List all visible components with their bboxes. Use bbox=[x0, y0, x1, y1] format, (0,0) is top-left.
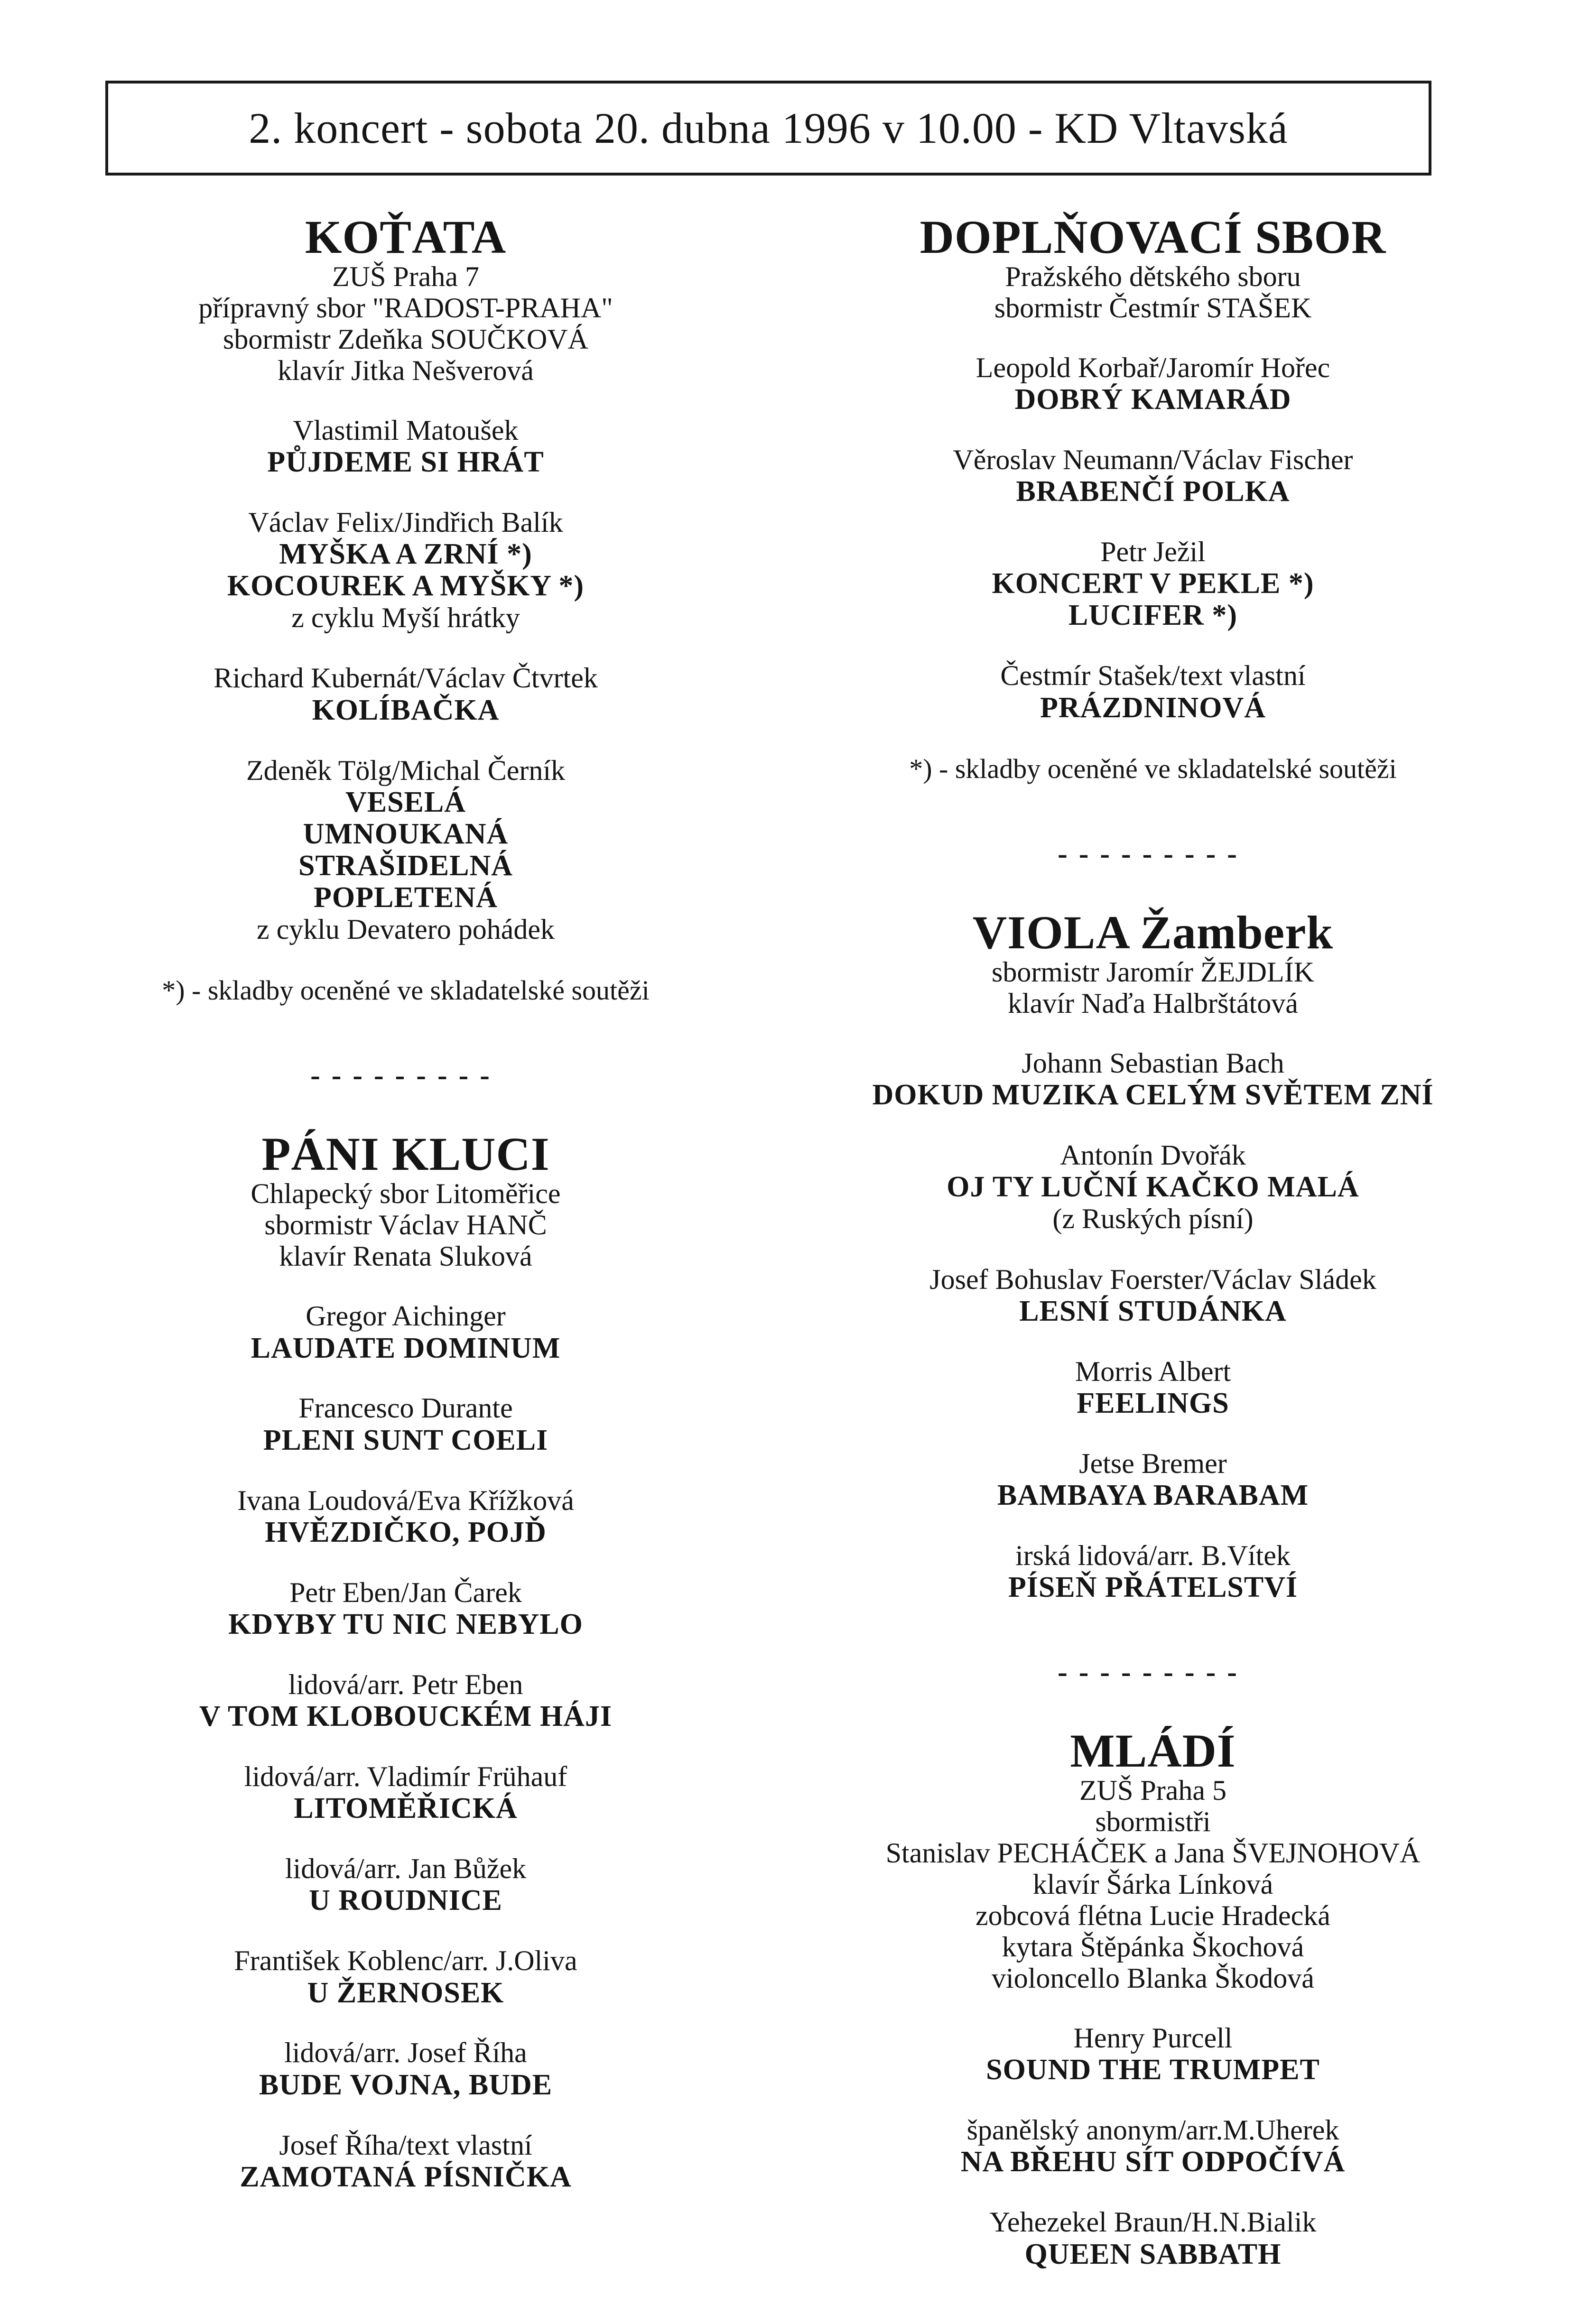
right-column bbox=[802, 213, 1504, 2270]
composer: španělský anonym/arr.M.Uherek bbox=[966, 2114, 1339, 2146]
ensemble-pani-kluci bbox=[199, 1130, 612, 2193]
piece-title: DOKUD MUZIKA CELÝM SVĚTEM ZNÍ bbox=[872, 1079, 1434, 1111]
ensemble-info: sbormistr Zdeňka SOUČKOVÁ bbox=[223, 324, 588, 355]
composer: lidová/arr. Vladimír Frühauf bbox=[244, 1761, 567, 1793]
program-item bbox=[267, 415, 544, 478]
ensemble-name: KOŤATA bbox=[305, 211, 507, 263]
program-item bbox=[997, 1448, 1309, 1511]
composer: Petr Eben/Jan Čarek bbox=[289, 1576, 522, 1608]
concert-header-box bbox=[105, 81, 1431, 176]
ensemble-info: klavír Naďa Halbrštátová bbox=[1008, 988, 1298, 1019]
program-item bbox=[251, 1300, 561, 1364]
program-item bbox=[214, 662, 598, 726]
ensemble-doplnovaci-sbor bbox=[909, 213, 1397, 785]
left-column bbox=[66, 213, 745, 2193]
ensemble-viola bbox=[872, 906, 1434, 1604]
section-separator: --------- bbox=[310, 1059, 501, 1092]
composer: Zdeněk Tölg/Michal Černík bbox=[246, 754, 566, 786]
piece-title: PÍSEŇ PŘÁTELSTVÍ bbox=[1008, 1571, 1298, 1604]
ensemble-info: violoncello Blanka Škodová bbox=[992, 1963, 1314, 1994]
composer: Henry Purcell bbox=[1073, 2022, 1233, 2054]
piece-title: DOBRÝ KAMARÁD bbox=[1014, 383, 1291, 416]
ensemble-info: přípravný sbor "RADOST-PRAHA" bbox=[198, 292, 613, 324]
piece-title: LAUDATE DOMINUM bbox=[251, 1332, 561, 1364]
piece-title: KONCERT V PEKLE *) bbox=[992, 567, 1314, 600]
program-item bbox=[986, 2022, 1320, 2086]
program-item bbox=[961, 2114, 1346, 2178]
composer: lidová/arr. Petr Eben bbox=[288, 1668, 523, 1700]
composer: lidová/arr. Josef Říha bbox=[284, 2037, 527, 2069]
program-item bbox=[953, 444, 1353, 508]
program-item bbox=[227, 507, 584, 634]
piece-title: U ROUDNICE bbox=[309, 1884, 502, 1917]
ensemble-info: ZUŠ Praha 5 bbox=[1079, 1775, 1226, 1806]
ensemble-info: klavír Šárka Línková bbox=[1032, 1869, 1273, 1900]
piece-title: POPLETENÁ bbox=[314, 881, 498, 914]
ensemble-name: PÁNI KLUCI bbox=[261, 1128, 550, 1181]
composer: Petr Ježil bbox=[1100, 536, 1206, 568]
piece-title: VESELÁ bbox=[345, 786, 466, 818]
program-item bbox=[246, 755, 565, 945]
piece-title: STRAŠIDELNÁ bbox=[298, 849, 513, 882]
section-separator: --------- bbox=[1058, 1656, 1248, 1689]
composer: Richard Kubernát/Václav Čtvrtek bbox=[214, 662, 598, 694]
piece-title: BUDE VOJNA, BUDE bbox=[259, 2068, 553, 2101]
piece-title: KOLÍBAČKA bbox=[312, 694, 500, 726]
piece-title: SOUND THE TRUMPET bbox=[986, 2054, 1320, 2086]
piece-title: BRABENČÍ POLKA bbox=[1016, 475, 1290, 508]
piece-note: z cyklu Devatero pohádek bbox=[256, 913, 555, 945]
piece-title: MYŠKA A ZRNÍ *) bbox=[279, 538, 532, 571]
composer: Věroslav Neumann/Václav Fischer bbox=[953, 444, 1353, 476]
ensemble-info: sbormistr Václav HANČ bbox=[264, 1209, 547, 1241]
ensemble-info: klavír Renata Sluková bbox=[279, 1241, 532, 1272]
ensemble-info: sbormistr Čestmír STAŠEK bbox=[994, 292, 1312, 324]
program-item bbox=[1075, 1356, 1231, 1419]
program-item bbox=[992, 536, 1314, 631]
ensemble-name: VIOLA Žamberk bbox=[972, 906, 1334, 959]
ensemble-info: sbormistři bbox=[1095, 1806, 1211, 1838]
footnote: *) - skladby oceněné ve skladatelské soutěži bbox=[909, 753, 1397, 784]
program-item bbox=[285, 1853, 526, 1917]
piece-title: HVĚZDIČKO, POJĎ bbox=[265, 1516, 547, 1548]
composer: Yehezekel Braun/H.N.Bialik bbox=[989, 2206, 1317, 2238]
program-item bbox=[199, 1669, 612, 1732]
program-item bbox=[244, 1761, 567, 1824]
piece-title: V TOM KLOBOUCKÉM HÁJI bbox=[199, 1700, 613, 1733]
program-item bbox=[259, 2037, 552, 2101]
program-item bbox=[873, 1047, 1434, 1111]
composer: Ivana Loudová/Eva Křížková bbox=[237, 1484, 574, 1516]
composer: irská lidová/arr. B.Vítek bbox=[1015, 1540, 1291, 1571]
composer: Josef Říha/text vlastní bbox=[279, 2129, 532, 2161]
program-item bbox=[976, 352, 1330, 416]
piece-title: OJ TY LUČNÍ KAČKO MALÁ bbox=[947, 1171, 1359, 1204]
composer: Francesco Durante bbox=[298, 1392, 513, 1424]
composer: Josef Bohuslav Foerster/Václav Sládek bbox=[929, 1263, 1376, 1295]
composer: Johann Sebastian Bach bbox=[1022, 1047, 1284, 1079]
piece-title: UMNOUKANÁ bbox=[303, 817, 509, 850]
piece-title: PŮJDEME SI HRÁT bbox=[267, 446, 544, 479]
ensemble-name: DOPLŇOVACÍ SBOR bbox=[920, 211, 1386, 263]
piece-title: LUCIFER *) bbox=[1068, 599, 1238, 632]
program-item bbox=[240, 2130, 572, 2193]
piece-title: QUEEN SABBATH bbox=[1024, 2238, 1282, 2270]
program-item bbox=[1008, 1540, 1298, 1603]
concert-header-title: 2. koncert - sobota 20. dubna 1996 v 10.00 - KD Vltavská bbox=[249, 104, 1288, 152]
section-separator: --------- bbox=[1058, 838, 1248, 870]
composer: Jetse Bremer bbox=[1079, 1447, 1227, 1479]
ensemble-name: MLÁDÍ bbox=[1070, 1724, 1236, 1778]
piece-title: LITOMĚŘICKÁ bbox=[294, 1792, 518, 1825]
program-item bbox=[237, 1485, 574, 1548]
composer: lidová/arr. Jan Bůžek bbox=[285, 1853, 527, 1885]
piece-title: ZAMOTANÁ PÍSNIČKA bbox=[240, 2160, 572, 2193]
piece-title: PLENI SUNT COELI bbox=[263, 1424, 548, 1456]
program-item bbox=[929, 1264, 1376, 1327]
program-item bbox=[228, 1577, 583, 1640]
program-item bbox=[990, 2206, 1317, 2270]
ensemble-info: Pražského dětského sboru bbox=[1005, 261, 1301, 292]
program-item bbox=[234, 1945, 577, 2009]
ensemble-info: klavír Jitka Nešverová bbox=[278, 355, 534, 386]
program-item bbox=[1000, 660, 1305, 723]
footnote: *) - skladby oceněné ve skladatelské soutěži bbox=[162, 974, 650, 1006]
piece-note: z cyklu Myší hrátky bbox=[291, 602, 520, 634]
piece-title: KOCOUREK A MYŠKY *) bbox=[227, 570, 585, 602]
ensemble-info: zobcová flétna Lucie Hradecká bbox=[975, 1900, 1330, 1932]
ensemble-info: sbormistr Jaromír ŽEJDLÍK bbox=[992, 956, 1314, 988]
piece-title: U ŽERNOSEK bbox=[307, 1976, 504, 2009]
ensemble-kotata bbox=[162, 213, 650, 1007]
composer: Vlastimil Matoušek bbox=[293, 415, 519, 446]
ensemble-info: kytara Štěpánka Škochová bbox=[1002, 1931, 1304, 1963]
composer: Čestmír Stašek/text vlastní bbox=[1000, 660, 1306, 692]
program-item bbox=[263, 1392, 548, 1456]
piece-title: LESNÍ STUDÁNKA bbox=[1019, 1295, 1287, 1327]
piece-title: BAMBAYA BARABAM bbox=[997, 1479, 1309, 1512]
piece-title: NA BŘEHU SÍT ODPOČÍVÁ bbox=[960, 2146, 1346, 2178]
piece-title: KDYBY TU NIC NEBYLO bbox=[228, 1608, 583, 1640]
piece-note: (z Ruských písní) bbox=[1052, 1203, 1254, 1235]
composer: Gregor Aichinger bbox=[306, 1300, 506, 1332]
composer: Antonín Dvořák bbox=[1060, 1139, 1246, 1171]
composer: Morris Albert bbox=[1075, 1355, 1231, 1387]
piece-title: FEELINGS bbox=[1077, 1387, 1229, 1419]
ensemble-info: Chlapecký sbor Litoměřice bbox=[251, 1178, 561, 1210]
ensemble-info: ZUŠ Praha 7 bbox=[332, 261, 479, 292]
composer: František Koblenc/arr. J.Oliva bbox=[234, 1945, 577, 1977]
program-item bbox=[947, 1139, 1359, 1235]
piece-title: PRÁZDNINOVÁ bbox=[1040, 691, 1266, 724]
ensemble-info: Stanislav PECHÁČEK a Jana ŠVEJNOHOVÁ bbox=[885, 1837, 1421, 1869]
composer: Leopold Korbař/Jaromír Hořec bbox=[975, 352, 1330, 383]
composer: Václav Felix/Jindřich Balík bbox=[248, 507, 563, 538]
ensemble-mladi bbox=[885, 1724, 1421, 2270]
